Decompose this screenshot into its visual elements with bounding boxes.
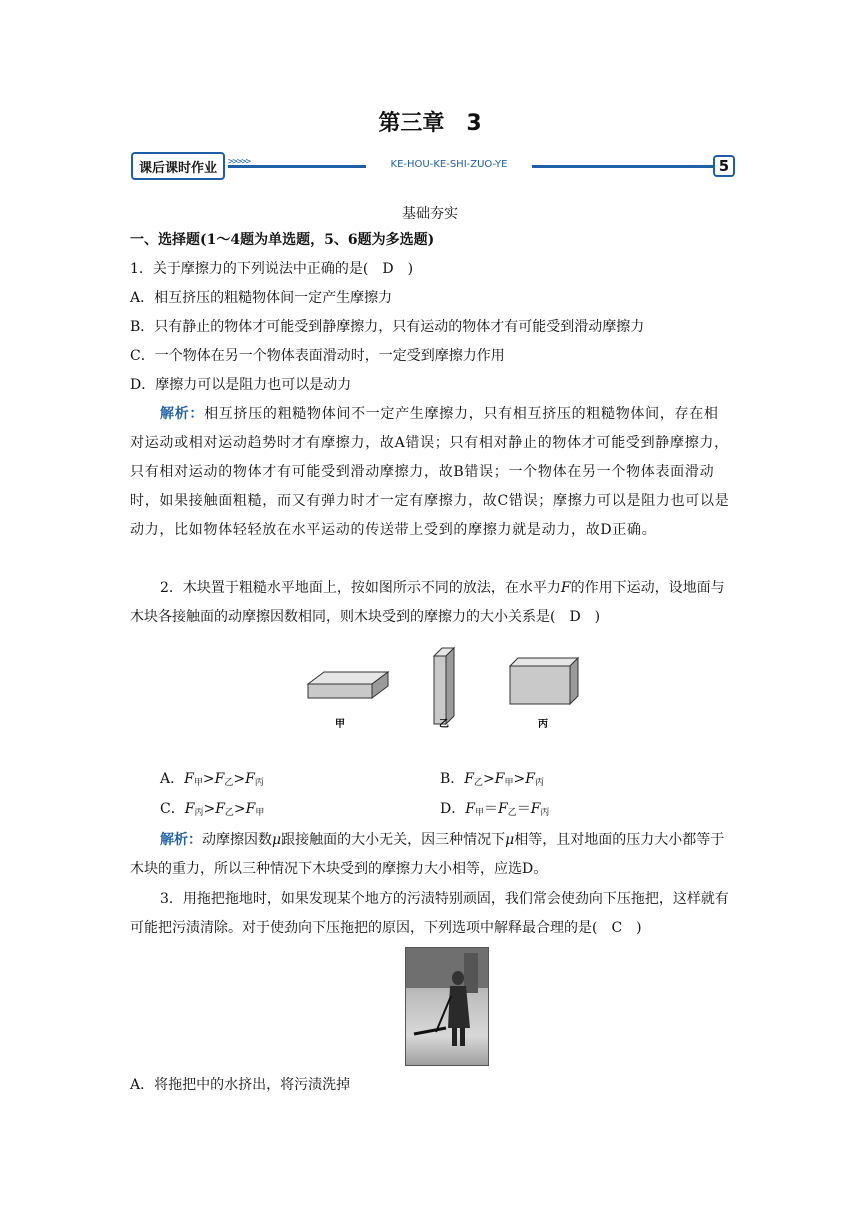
- section-title: 基础夯实: [402, 206, 458, 222]
- label-jia: 甲: [335, 719, 345, 730]
- analysis-label: 解析：: [160, 832, 202, 848]
- q2-option-d: D．$F_甲=F_乙=F_丙$: [440, 801, 550, 818]
- q2-option-a: A．$F_甲>F_乙>F_丙$: [160, 771, 264, 788]
- block-bing: [510, 658, 578, 704]
- page-title: 第三章 3: [378, 111, 482, 136]
- q1-stem: 1．关于摩擦力的下列说法中正确的是( D ): [130, 261, 414, 277]
- q3-stem: 3．用拖把拖地时，如果发现某个地方的污渍特别顽固，我们常会使劲向下压拖把，这样就有可能把污渍清除。对于使劲向下压拖把的原因，下列选项中解释最合理的是( C ): [130, 891, 729, 936]
- mopping-person-icon: [406, 948, 488, 1065]
- block-jia: [308, 672, 388, 698]
- q2-stem-a: 2．木块置于粗糙水平地面上，按如图所示不同的放法，在水平力: [160, 580, 561, 596]
- q1-analysis-text: 相互挤压的粗糙物体间不一定产生摩擦力，只有相互挤压的粗糙物体间，存在相对运动或相对运动趋势时才有摩擦力，故A错误；只有相对静止的物体才可能受到静摩擦力，只有相对运动的物体才有可能受到滑动摩擦力，故B错误；一个物体在另一个物体表面滑动时，如果接触面粗糙，而又有弹力时才一定有摩擦力，故C错误；摩擦力可以是阻力也可以是动力，比如物体轻轻放在水平运动的传送带上受到的摩擦力就是动力，故D正确。: [130, 406, 730, 538]
- mopping-photo: [405, 947, 489, 1066]
- q3-option-a: A．将拖把中的水挤出，将污渍洗掉: [130, 1077, 351, 1093]
- q2-stem-b: 的作用下运动，设地面与木块各接触面的动摩擦因数相同，则木块受到的摩擦力的大小关系是( D ): [130, 580, 725, 625]
- q2-option-b: B．$F_乙>F_甲>F_丙$: [440, 771, 544, 788]
- q1-option-b: B．只有静止的物体才可能受到静摩擦力，只有运动的物体才有可能受到滑动摩擦力: [130, 319, 645, 335]
- banner-number: 5: [713, 155, 735, 177]
- banner-arrows: >>>>>: [228, 157, 251, 167]
- label-yi: 乙: [439, 719, 449, 730]
- q1-analysis: [130, 400, 730, 545]
- block-yi: [434, 648, 454, 724]
- analysis-label: 解析：: [160, 406, 205, 422]
- blocks-figure: [300, 640, 590, 740]
- q2-analysis: 解析：动摩擦因数μ跟接触面的大小无关，因三种情况下μ相等，且对地面的压力大小都等于木块的重力，所以三种情况下木块受到的摩擦力大小相等，应选D。: [130, 832, 725, 877]
- q2-option-c: C．$F_丙>F_乙>F_甲$: [160, 801, 265, 818]
- q1-option-c: C．一个物体在另一个物体表面滑动时，一定受到摩擦力作用: [130, 348, 505, 364]
- q2-stem-var: F: [560, 580, 571, 596]
- homework-badge: 课后课时作业: [131, 152, 225, 180]
- q1-option-d: D．摩擦力可以是阻力也可以是动力: [130, 377, 352, 393]
- label-bing: 丙: [538, 719, 548, 730]
- banner-pinyin: KE-HOU-KE-SHI-ZUO-YE: [366, 158, 532, 172]
- q2-stem: [130, 574, 730, 632]
- instructions: 一、选择题(1～4题为单选题，5、6题为多选题): [130, 232, 435, 248]
- q1-option-a: A．相互挤压的粗糙物体间一定产生摩擦力: [130, 290, 393, 306]
